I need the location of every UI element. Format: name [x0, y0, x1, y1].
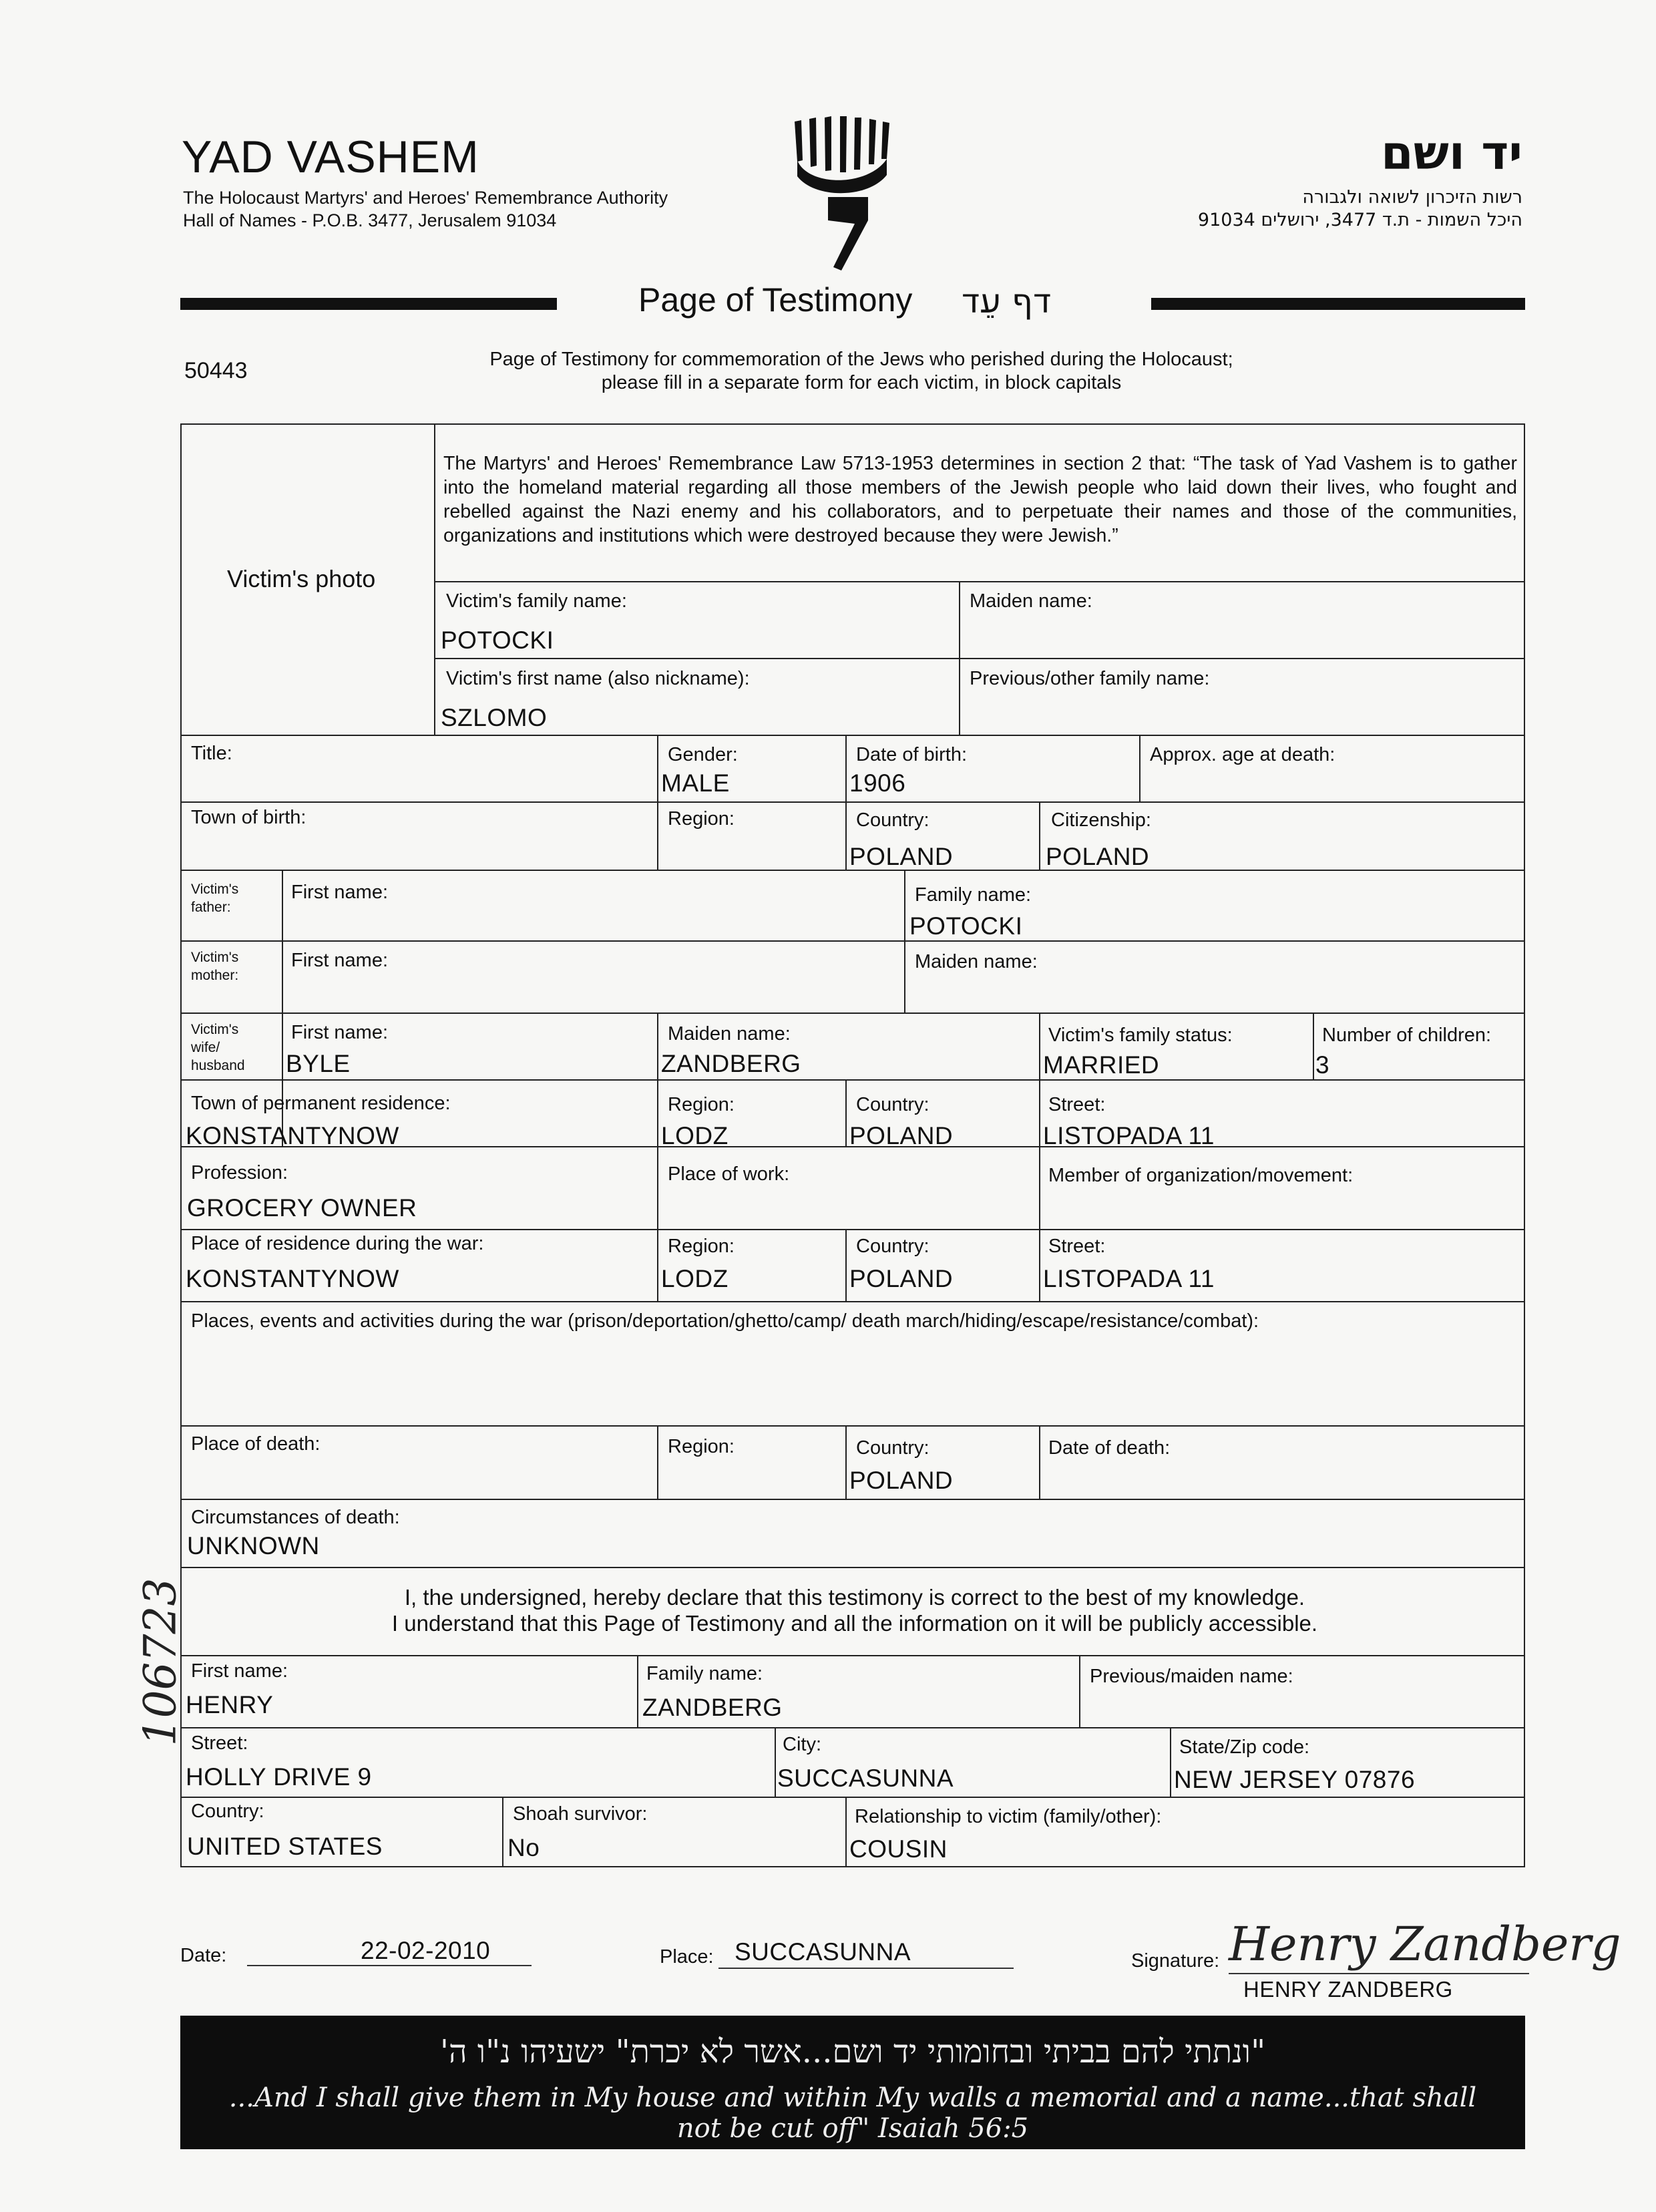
signature-handwritten: Henry Zandberg: [1229, 1917, 1621, 1972]
gender-value[interactable]: MALE: [661, 769, 730, 797]
spouse-maiden-name-value[interactable]: ZANDBERG: [661, 1050, 801, 1077]
banner-hebrew: "ונתתי להם בביתי ובחומותי יד ושם...אשר לא יכרת" ישעיהו נ"ו ה': [439, 2033, 1266, 2070]
residence-country-label: Country:: [856, 1094, 929, 1115]
shoah-survivor-value[interactable]: No: [507, 1834, 540, 1861]
form-number: 50443: [184, 358, 248, 383]
submitter-city-label: City:: [783, 1734, 821, 1755]
header-rule-right: [1151, 298, 1525, 310]
death-country-value[interactable]: POLAND: [849, 1467, 954, 1494]
residence-street-label: Street:: [1048, 1094, 1106, 1115]
circumstances-value[interactable]: UNKNOWN: [187, 1532, 320, 1559]
victims-father-label: Victim's father:: [191, 882, 239, 915]
places-events-label: Places, events and activities during the war (prison/deportation/ghetto/camp/ death march/hiding/escape/resistance/combat):: [191, 1310, 1259, 1332]
residence-region-value[interactable]: LODZ: [661, 1122, 729, 1149]
signature-label: Signature:: [1131, 1950, 1220, 1972]
town-residence-value[interactable]: KONSTANTYNOW: [186, 1122, 399, 1149]
profession-label: Profession:: [191, 1162, 288, 1183]
submitter-street-label: Street:: [191, 1732, 248, 1754]
town-birth-label: Town of birth:: [191, 807, 306, 828]
war-region-value[interactable]: LODZ: [661, 1265, 729, 1292]
victims-spouse-label: Victim's wife/ husband: [191, 1022, 245, 1073]
war-street-value[interactable]: LISTOPADA 11: [1043, 1265, 1215, 1292]
war-residence-value[interactable]: KONSTANTYNOW: [186, 1265, 399, 1292]
family-name-label: Victim's family name:: [446, 590, 627, 612]
victims-photo-label: Victim's photo: [227, 565, 376, 592]
place-death-label: Place of death:: [191, 1433, 321, 1455]
law-text: The Martyrs' and Heroes' Remembrance Law 5713-1953 determines in section 2 that: “The task of Yad Vashem is to gather into the homeland material regarding all those members of the Jewish people who laid down their lives, who fought and rebelled against the Nazi enemy and his collaborators, and to perpetuate their names and those of the communities, organizations and institutions which were destroyed because they were Jewish.”: [443, 453, 1517, 546]
place-label: Place:: [660, 1946, 714, 1968]
signature-underline: [1229, 1973, 1529, 1974]
state-zip-label: State/Zip code:: [1179, 1736, 1310, 1758]
margin-note-text: 106723: [134, 1578, 186, 1746]
date-underline: [247, 1965, 532, 1966]
war-country-value[interactable]: POLAND: [849, 1265, 954, 1292]
war-region-label: Region:: [668, 1236, 735, 1257]
birth-country-label: Country:: [856, 809, 929, 831]
circumstances-label: Circumstances of death:: [191, 1507, 400, 1528]
profession-value[interactable]: GROCERY OWNER: [187, 1194, 417, 1222]
residence-street-value[interactable]: LISTOPADA 11: [1043, 1122, 1215, 1149]
intro-line-1: Page of Testimony for commemoration of the Jews who perished during the Holocaust;: [489, 349, 1233, 370]
margin-note: [127, 1556, 187, 1757]
num-children-value[interactable]: 3: [1315, 1051, 1330, 1079]
death-country-label: Country:: [856, 1437, 929, 1459]
shoah-survivor-label: Shoah survivor:: [513, 1803, 648, 1825]
date-death-label: Date of death:: [1048, 1437, 1171, 1459]
prev-maiden-label: Previous/maiden name:: [1090, 1666, 1293, 1687]
first-name-label: Victim's first name (also nickname):: [446, 668, 750, 689]
date-value[interactable]: 22-02-2010: [361, 1937, 491, 1964]
death-region-label: Region:: [668, 1436, 735, 1457]
dob-value[interactable]: 1906: [849, 769, 906, 797]
place-value[interactable]: SUCCASUNNA: [735, 1938, 911, 1966]
family-status-label: Victim's family status:: [1048, 1025, 1233, 1046]
town-residence-label: Town of permanent residence:: [191, 1093, 451, 1114]
org-subtitle-2: Hall of Names - P.O.B. 3477, Jerusalem 91034: [183, 210, 557, 230]
org-subtitle-1: The Holocaust Martyrs' and Heroes' Remembrance Authority: [183, 188, 668, 208]
war-country-label: Country:: [856, 1236, 929, 1257]
war-street-label: Street:: [1048, 1236, 1106, 1257]
submitter-street-value[interactable]: HOLLY DRIVE 9: [186, 1763, 372, 1791]
banner-english: ...And I shall give them in My house and within My walls a memorial and a name...that shall not be cut off" Isaiah 56:5: [228, 2082, 1477, 2144]
hebrew-subtitle-2: היכל השמות - ת.ד 3477, ירושלים 91034: [1197, 210, 1522, 230]
yad-vashem-emblem-icon: [788, 114, 895, 281]
father-first-name-label: First name:: [291, 882, 389, 903]
residence-region-label: Region:: [668, 1094, 735, 1115]
submitter-first-name-label: First name:: [191, 1660, 288, 1682]
date-label: Date:: [180, 1945, 227, 1966]
form-title-hebrew: דף עֵד: [962, 282, 1052, 321]
place-underline: [718, 1968, 1014, 1969]
birth-region-label: Region:: [668, 808, 735, 830]
submitter-first-name-value[interactable]: HENRY: [186, 1691, 274, 1718]
war-residence-label: Place of residence during the war:: [191, 1233, 484, 1254]
member-org-label: Member of organization/movement:: [1048, 1165, 1354, 1186]
family-name-value[interactable]: POTOCKI: [441, 626, 554, 654]
hebrew-subtitle-1: רשות הזיכרון לשואה ולגבורה: [1302, 187, 1522, 208]
mother-first-name-label: First name:: [291, 950, 389, 971]
submitter-city-value[interactable]: SUCCASUNNA: [777, 1765, 954, 1792]
state-zip-value[interactable]: NEW JERSEY 07876: [1174, 1766, 1416, 1793]
hebrew-org-name: יד ושם: [1381, 126, 1522, 180]
spouse-first-name-value[interactable]: BYLE: [286, 1050, 351, 1077]
org-name: YAD VASHEM: [182, 132, 479, 182]
birth-country-value[interactable]: POLAND: [849, 843, 954, 870]
declaration-line-2: I understand that this Page of Testimony and all the information on it will be publicly accessible.: [391, 1611, 1318, 1636]
relationship-value[interactable]: COUSIN: [849, 1835, 948, 1863]
gender-label: Gender:: [668, 744, 738, 765]
spouse-maiden-name-label: Maiden name:: [668, 1023, 791, 1045]
submitter-country-label: Country:: [191, 1801, 264, 1822]
father-family-name-label: Family name:: [915, 884, 1032, 906]
header-rule-left: [180, 298, 557, 310]
dob-label: Date of birth:: [856, 744, 968, 765]
victims-mother-label: Victim's mother:: [191, 950, 239, 983]
family-status-value[interactable]: MARRIED: [1043, 1051, 1160, 1079]
relationship-label: Relationship to victim (family/other):: [855, 1806, 1162, 1827]
place-work-label: Place of work:: [668, 1163, 790, 1185]
form-title: Page of Testimony: [638, 281, 913, 319]
citizenship-label: Citizenship:: [1051, 809, 1151, 831]
residence-country-value[interactable]: POLAND: [849, 1122, 954, 1149]
maiden-name-label: Maiden name:: [970, 590, 1092, 612]
signature-printed-name: HENRY ZANDBERG: [1243, 1977, 1453, 2002]
declaration-line-1: I, the undersigned, hereby declare that this testimony is correct to the best of my knowledge.: [404, 1585, 1305, 1610]
prev-family-name-label: Previous/other family name:: [970, 668, 1210, 689]
mother-maiden-name-label: Maiden name:: [915, 951, 1038, 972]
father-family-name-value[interactable]: POTOCKI: [909, 912, 1023, 940]
spouse-first-name-label: First name:: [291, 1022, 389, 1043]
first-name-value[interactable]: SZLOMO: [441, 704, 548, 731]
citizenship-value[interactable]: POLAND: [1046, 843, 1150, 870]
title-label: Title:: [191, 743, 232, 764]
quote-banner: [180, 2016, 1525, 2149]
submitter-family-name-label: Family name:: [646, 1663, 763, 1684]
submitter-family-name-value[interactable]: ZANDBERG: [642, 1694, 783, 1721]
submitter-country-value[interactable]: UNITED STATES: [187, 1833, 383, 1860]
num-children-label: Number of children:: [1322, 1025, 1492, 1046]
intro-line-2: please fill in a separate form for each victim, in block capitals: [601, 372, 1122, 393]
approx-age-label: Approx. age at death:: [1150, 744, 1335, 765]
